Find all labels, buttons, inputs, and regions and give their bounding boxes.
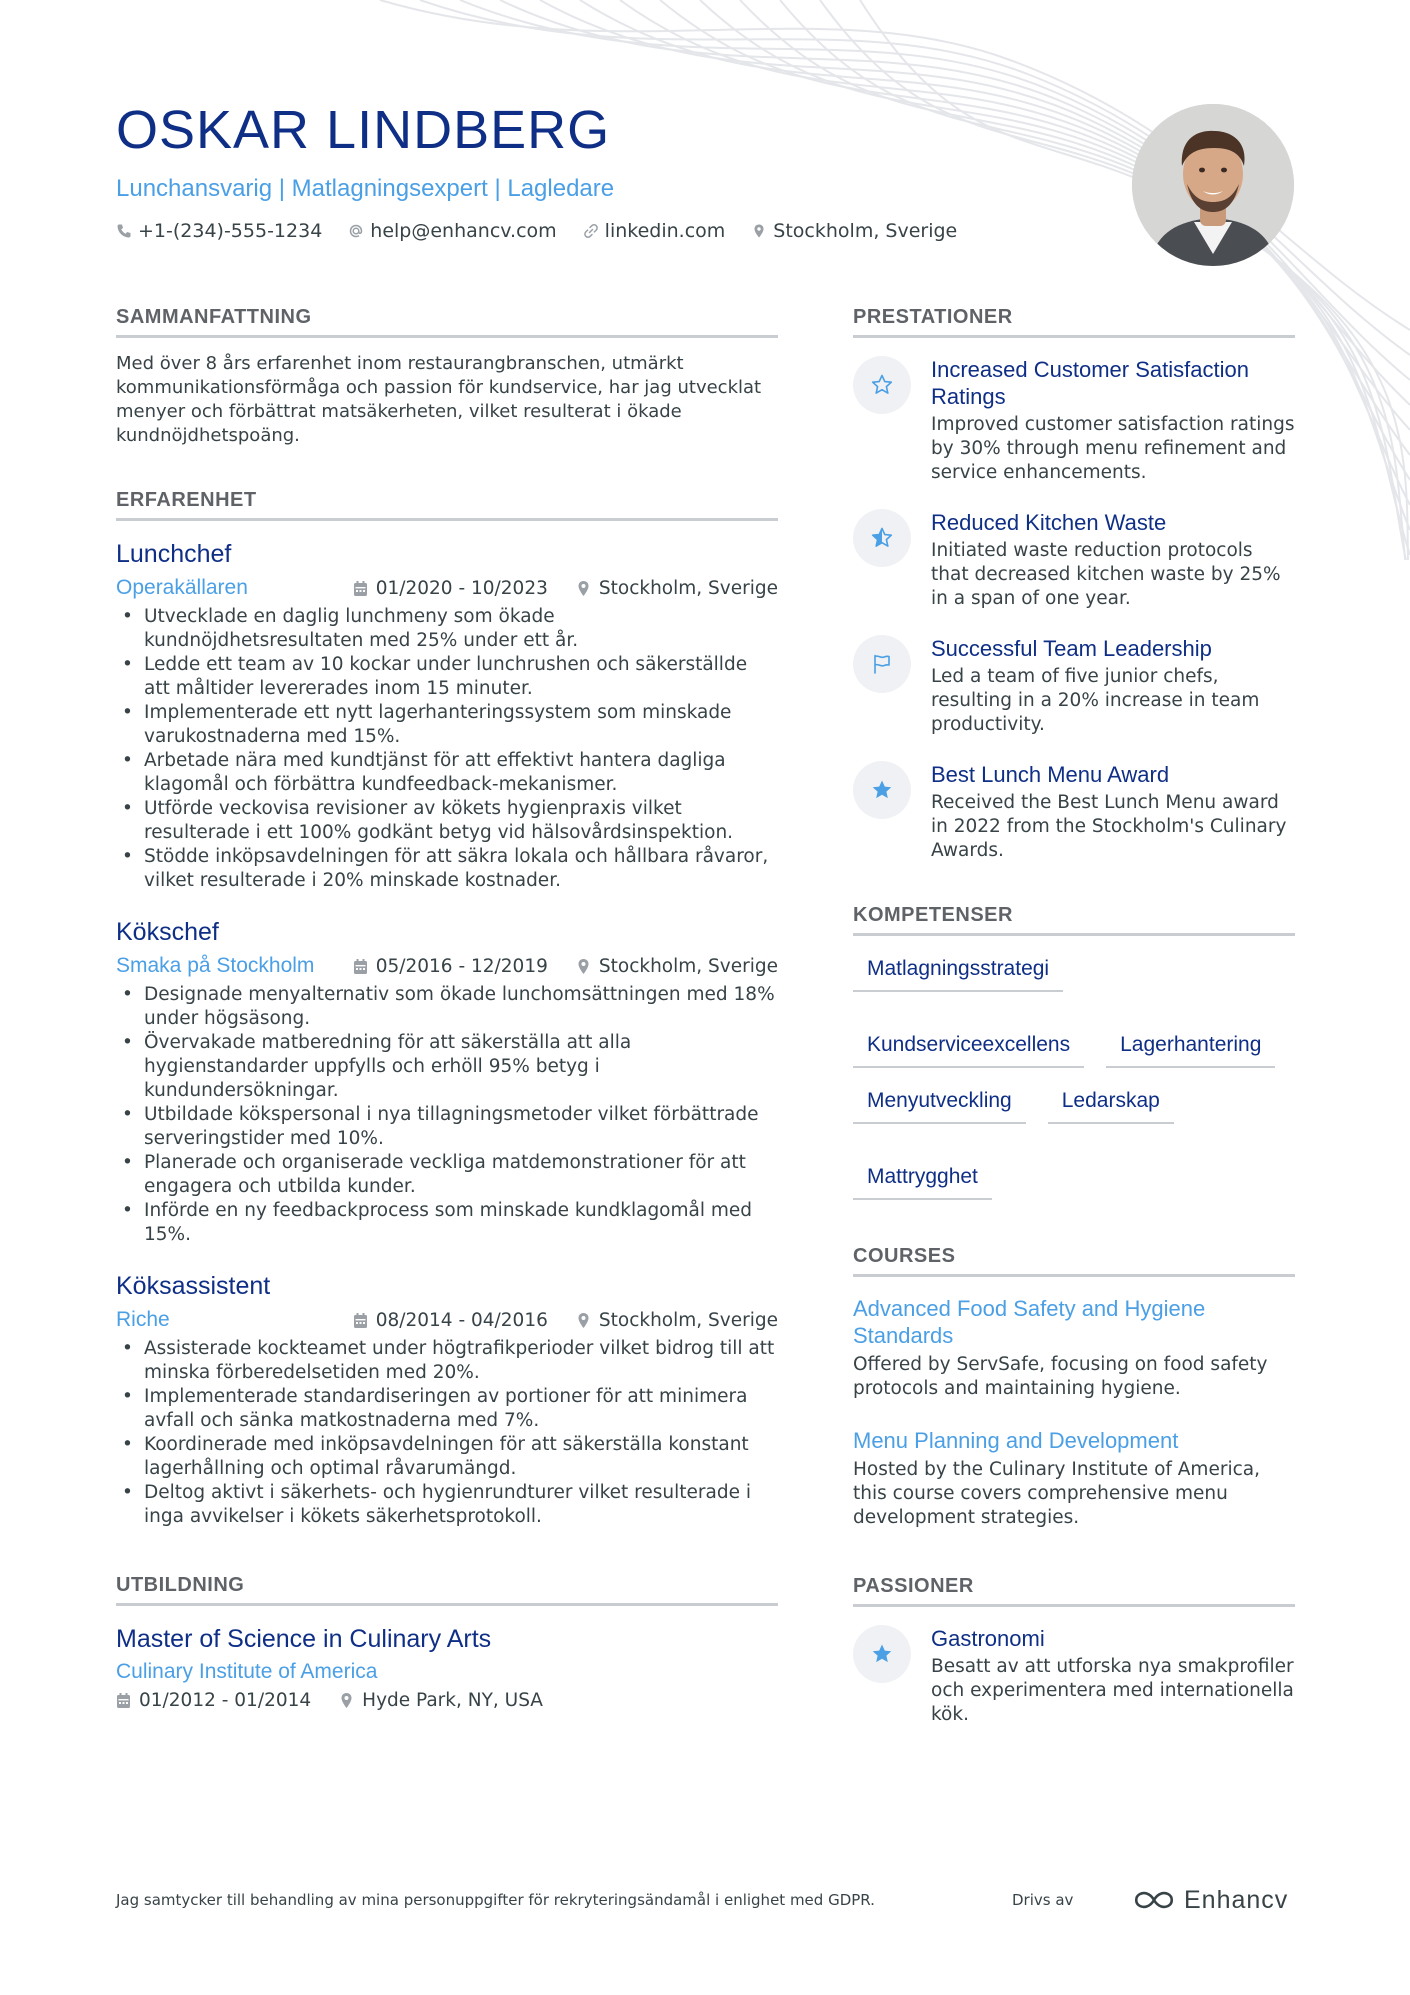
star-filled-icon [853, 1625, 911, 1683]
calendar-icon [353, 958, 368, 975]
achievement-title: Increased Customer Satisfaction Ratings [931, 357, 1249, 409]
candidate-tagline: Lunchansvarig | Matlagningsexpert | Lagledare [116, 175, 615, 202]
job-dates-text: 05/2016 - 12/2019 [375, 955, 548, 977]
job-company: Riche [116, 1308, 170, 1331]
job-bullet: • Övervakade matberedning för att säkerställa att alla hygienstandarder uppfylls och erhöll 95% betyg i kundundersökningar. [116, 1031, 778, 1103]
achievement-desc: Led a team of five junior chefs, resulting in a 20% increase in team productivity. [931, 666, 1260, 735]
job-bullet: • Införde en ny feedbackprocess som minskade kundklagomål med 15%. [116, 1199, 778, 1247]
job-bullet: • Stödde inköpsavdelningen för att säkra lokala och hållbara råvaror, vilket resulterade i 20% minskade kostnader. [116, 845, 778, 893]
skills-section [853, 903, 1295, 1200]
skill-tag: Menyutveckling [853, 1088, 1026, 1124]
achievement-item [853, 509, 1295, 611]
job-bullet: • Implementerade standardiseringen av portioner för att minimera avfall och sänka matkostnaderna med 7%. [116, 1385, 778, 1433]
powered-by-label: Drivs av [1012, 1891, 1074, 1909]
job-location-text: Stockholm, Sverige [598, 577, 778, 599]
star-outline-icon [853, 356, 911, 414]
job-company: Smaka på Stockholm [116, 954, 315, 977]
job-meta-right [353, 956, 778, 977]
achievements-title: PRESTATIONER [853, 305, 1295, 338]
education-location-text: Hyde Park, NY, USA [362, 1690, 543, 1711]
job-meta [116, 1307, 778, 1333]
job-bullet: • Utförde veckovisa revisioner av kökets hygienpraxis vilket resulterade i ett 100% godkänt betyg vid hälsovårdsinspektion. [116, 797, 778, 845]
job-bullet: • Designade menyalternativ som ökade lunchomsättningen med 18% under högsäsong. [116, 983, 778, 1031]
course-title: Menu Planning and Development [853, 1428, 1179, 1453]
job-bullet: • Deltog aktivt i säkerhets- och hygienrundturer vilket resulterade i inga avvikelser i kökets säkerhetsprotokoll. [116, 1481, 778, 1529]
job-bullets [116, 1337, 778, 1529]
job-entry [116, 539, 778, 893]
summary-text: Med över 8 års erfarenhet inom restaurangbranschen, utmärkt kommunikationsförmåga och passion för kundservice, har jag utvecklat menyer och förbättrat matsäkerheten, vilket resulterat i ökade kundnöjdhetspoäng. [116, 353, 762, 446]
achievement-item [853, 356, 1295, 485]
contact-email[interactable] [348, 220, 556, 242]
education-meta [116, 1690, 778, 1711]
contact-location [751, 220, 957, 242]
job-entry [116, 917, 778, 1247]
star-half-icon [853, 509, 911, 567]
education-entry [116, 1624, 778, 1711]
course-item [853, 1427, 1295, 1530]
achievements-section [853, 305, 1295, 863]
experience-title: ERFARENHET [116, 488, 778, 521]
job-bullet: • Implementerade ett nytt lagerhanteringssystem som minskade varukostnaderna med 15%. [116, 701, 778, 749]
skill-tag: Kundserviceexcellens [853, 1032, 1084, 1068]
job-dates [353, 1310, 548, 1331]
job-meta [116, 575, 778, 601]
skills-list [853, 956, 1293, 1200]
course-title: Advanced Food Safety and Hygiene Standards [853, 1296, 1206, 1348]
enhancv-logo[interactable] [1132, 1886, 1288, 1915]
skills-title: KOMPETENSER [853, 903, 1295, 936]
skill-tag: Lagerhantering [1106, 1032, 1275, 1068]
passions-section [853, 1574, 1295, 1727]
achievement-title: Best Lunch Menu Award [931, 762, 1170, 787]
achievement-title: Reduced Kitchen Waste [931, 510, 1167, 535]
job-bullet: • Ledde ett team av 10 kockar under lunchrushen och säkerställde att måltider levererades inom 15 minuter. [116, 653, 778, 701]
candidate-name: OSKAR LINDBERG [116, 100, 611, 160]
right-column [853, 305, 1295, 1727]
job-bullets [116, 983, 778, 1247]
summary-section [116, 305, 778, 448]
skill-tag: Ledarskap [1048, 1088, 1174, 1124]
job-bullets [116, 605, 778, 893]
job-dates-text: 08/2014 - 04/2016 [375, 1309, 548, 1331]
job-dates [353, 956, 548, 977]
education-school: Culinary Institute of America [116, 1660, 378, 1683]
achievement-item [853, 761, 1295, 863]
infinity-logo-icon [1132, 1888, 1176, 1912]
job-company: Operakällaren [116, 576, 248, 599]
contact-location-text: Stockholm, Sverige [773, 220, 958, 242]
course-desc: Offered by ServSafe, focusing on food safety protocols and maintaining hygiene. [853, 1354, 1268, 1399]
contact-phone-text: +1-(234)-555-1234 [138, 220, 323, 242]
courses-title: COURSES [853, 1244, 1295, 1277]
location-icon [576, 580, 591, 597]
skill-tag: Matlagningsstrategi [853, 956, 1063, 992]
job-bullet: • Utbildade kökspersonal i nya tillagningsmetoder vilket förbättrade serveringstider med 10%. [116, 1103, 778, 1151]
profile-photo [1132, 104, 1294, 266]
star-filled-icon [853, 761, 911, 819]
education-title: UTBILDNING [116, 1573, 778, 1606]
passions-title: PASSIONER [853, 1574, 1295, 1607]
courses-section [853, 1244, 1295, 1530]
calendar-icon [353, 1312, 368, 1329]
passion-desc: Besatt av att utforska nya smakprofiler och experimentera med internationella kök. [931, 1656, 1294, 1725]
contact-phone[interactable] [116, 220, 322, 242]
job-meta-right [353, 578, 778, 599]
brand-name: Enhancv [1184, 1885, 1289, 1914]
skill-tag: Mattrygghet [853, 1164, 992, 1200]
location-icon [751, 223, 767, 239]
job-title: Köksassistent [116, 1272, 271, 1300]
passion-item [853, 1625, 1295, 1727]
location-icon [576, 958, 591, 975]
achievement-title: Successful Team Leadership [931, 636, 1212, 661]
achievement-item [853, 635, 1295, 737]
contact-email-text: help@enhancv.com [370, 220, 557, 242]
location-icon [576, 1312, 591, 1329]
education-section [116, 1573, 778, 1711]
job-location-text: Stockholm, Sverige [598, 1309, 778, 1331]
link-icon [583, 223, 599, 239]
achievement-desc: Initiated waste reduction protocols that decreased kitchen waste by 25% in a span of one year. [931, 540, 1281, 609]
contact-linkedin-text: linkedin.com [604, 220, 726, 242]
job-bullet: • Arbetade nära med kundtjänst för att effektivt hantera dagliga klagomål och förbättra kundfeedback-mekanismer. [116, 749, 778, 797]
footer [116, 1880, 1296, 1920]
job-bullet: • Koordinerade med inköpsavdelningen för att säkerställa konstant lagerhållning och optimal råvarumängd. [116, 1433, 778, 1481]
gdpr-consent: Jag samtycker till behandling av mina personuppgifter för rekryteringsändamål i enlighet med GDPR. [116, 1891, 875, 1909]
resume-header [116, 100, 1076, 242]
at-icon [348, 223, 364, 239]
contact-list [116, 220, 1076, 242]
phone-icon [116, 223, 132, 239]
job-meta [116, 953, 778, 979]
contact-linkedin[interactable] [583, 220, 726, 242]
job-meta-right [353, 1310, 778, 1331]
calendar-icon [353, 580, 368, 597]
achievement-desc: Improved customer satisfaction ratings by 30% through menu refinement and service enhancements. [931, 414, 1295, 483]
job-entry [116, 1271, 778, 1529]
job-bullet: • Utvecklade en daglig lunchmeny som ökade kundnöjdhetsresultaten med 25% under ett år. [116, 605, 778, 653]
achievement-desc: Received the Best Lunch Menu award in 2022 from the Stockholm's Culinary Awards. [931, 792, 1287, 861]
job-location [576, 1310, 778, 1331]
education-dates [116, 1690, 311, 1711]
job-location [576, 956, 778, 977]
calendar-icon [116, 1692, 131, 1709]
summary-title: SAMMANFATTNING [116, 305, 778, 338]
education-degree: Master of Science in Culinary Arts [116, 1625, 492, 1653]
location-icon [339, 1692, 354, 1709]
job-location [576, 578, 778, 599]
job-bullet: • Assisterade kockteamet under högtrafikperioder vilket bidrog till att minska förberedelsetiden med 20%. [116, 1337, 778, 1385]
job-dates [353, 578, 548, 599]
job-location-text: Stockholm, Sverige [598, 955, 778, 977]
job-title: Kökschef [116, 918, 219, 946]
flag-icon [853, 635, 911, 693]
course-item [853, 1295, 1295, 1401]
job-title: Lunchchef [116, 540, 232, 568]
experience-section [116, 488, 778, 1529]
job-dates-text: 01/2020 - 10/2023 [375, 577, 548, 599]
job-bullet: • Planerade och organiserade veckliga matdemonstrationer för att engagera och utbilda kunder. [116, 1151, 778, 1199]
education-location [339, 1690, 543, 1711]
left-column [116, 305, 778, 1711]
course-desc: Hosted by the Culinary Institute of America, this course covers comprehensive menu development strategies. [853, 1459, 1260, 1528]
passion-title: Gastronomi [931, 1626, 1045, 1651]
education-dates-text: 01/2012 - 01/2014 [139, 1690, 312, 1711]
